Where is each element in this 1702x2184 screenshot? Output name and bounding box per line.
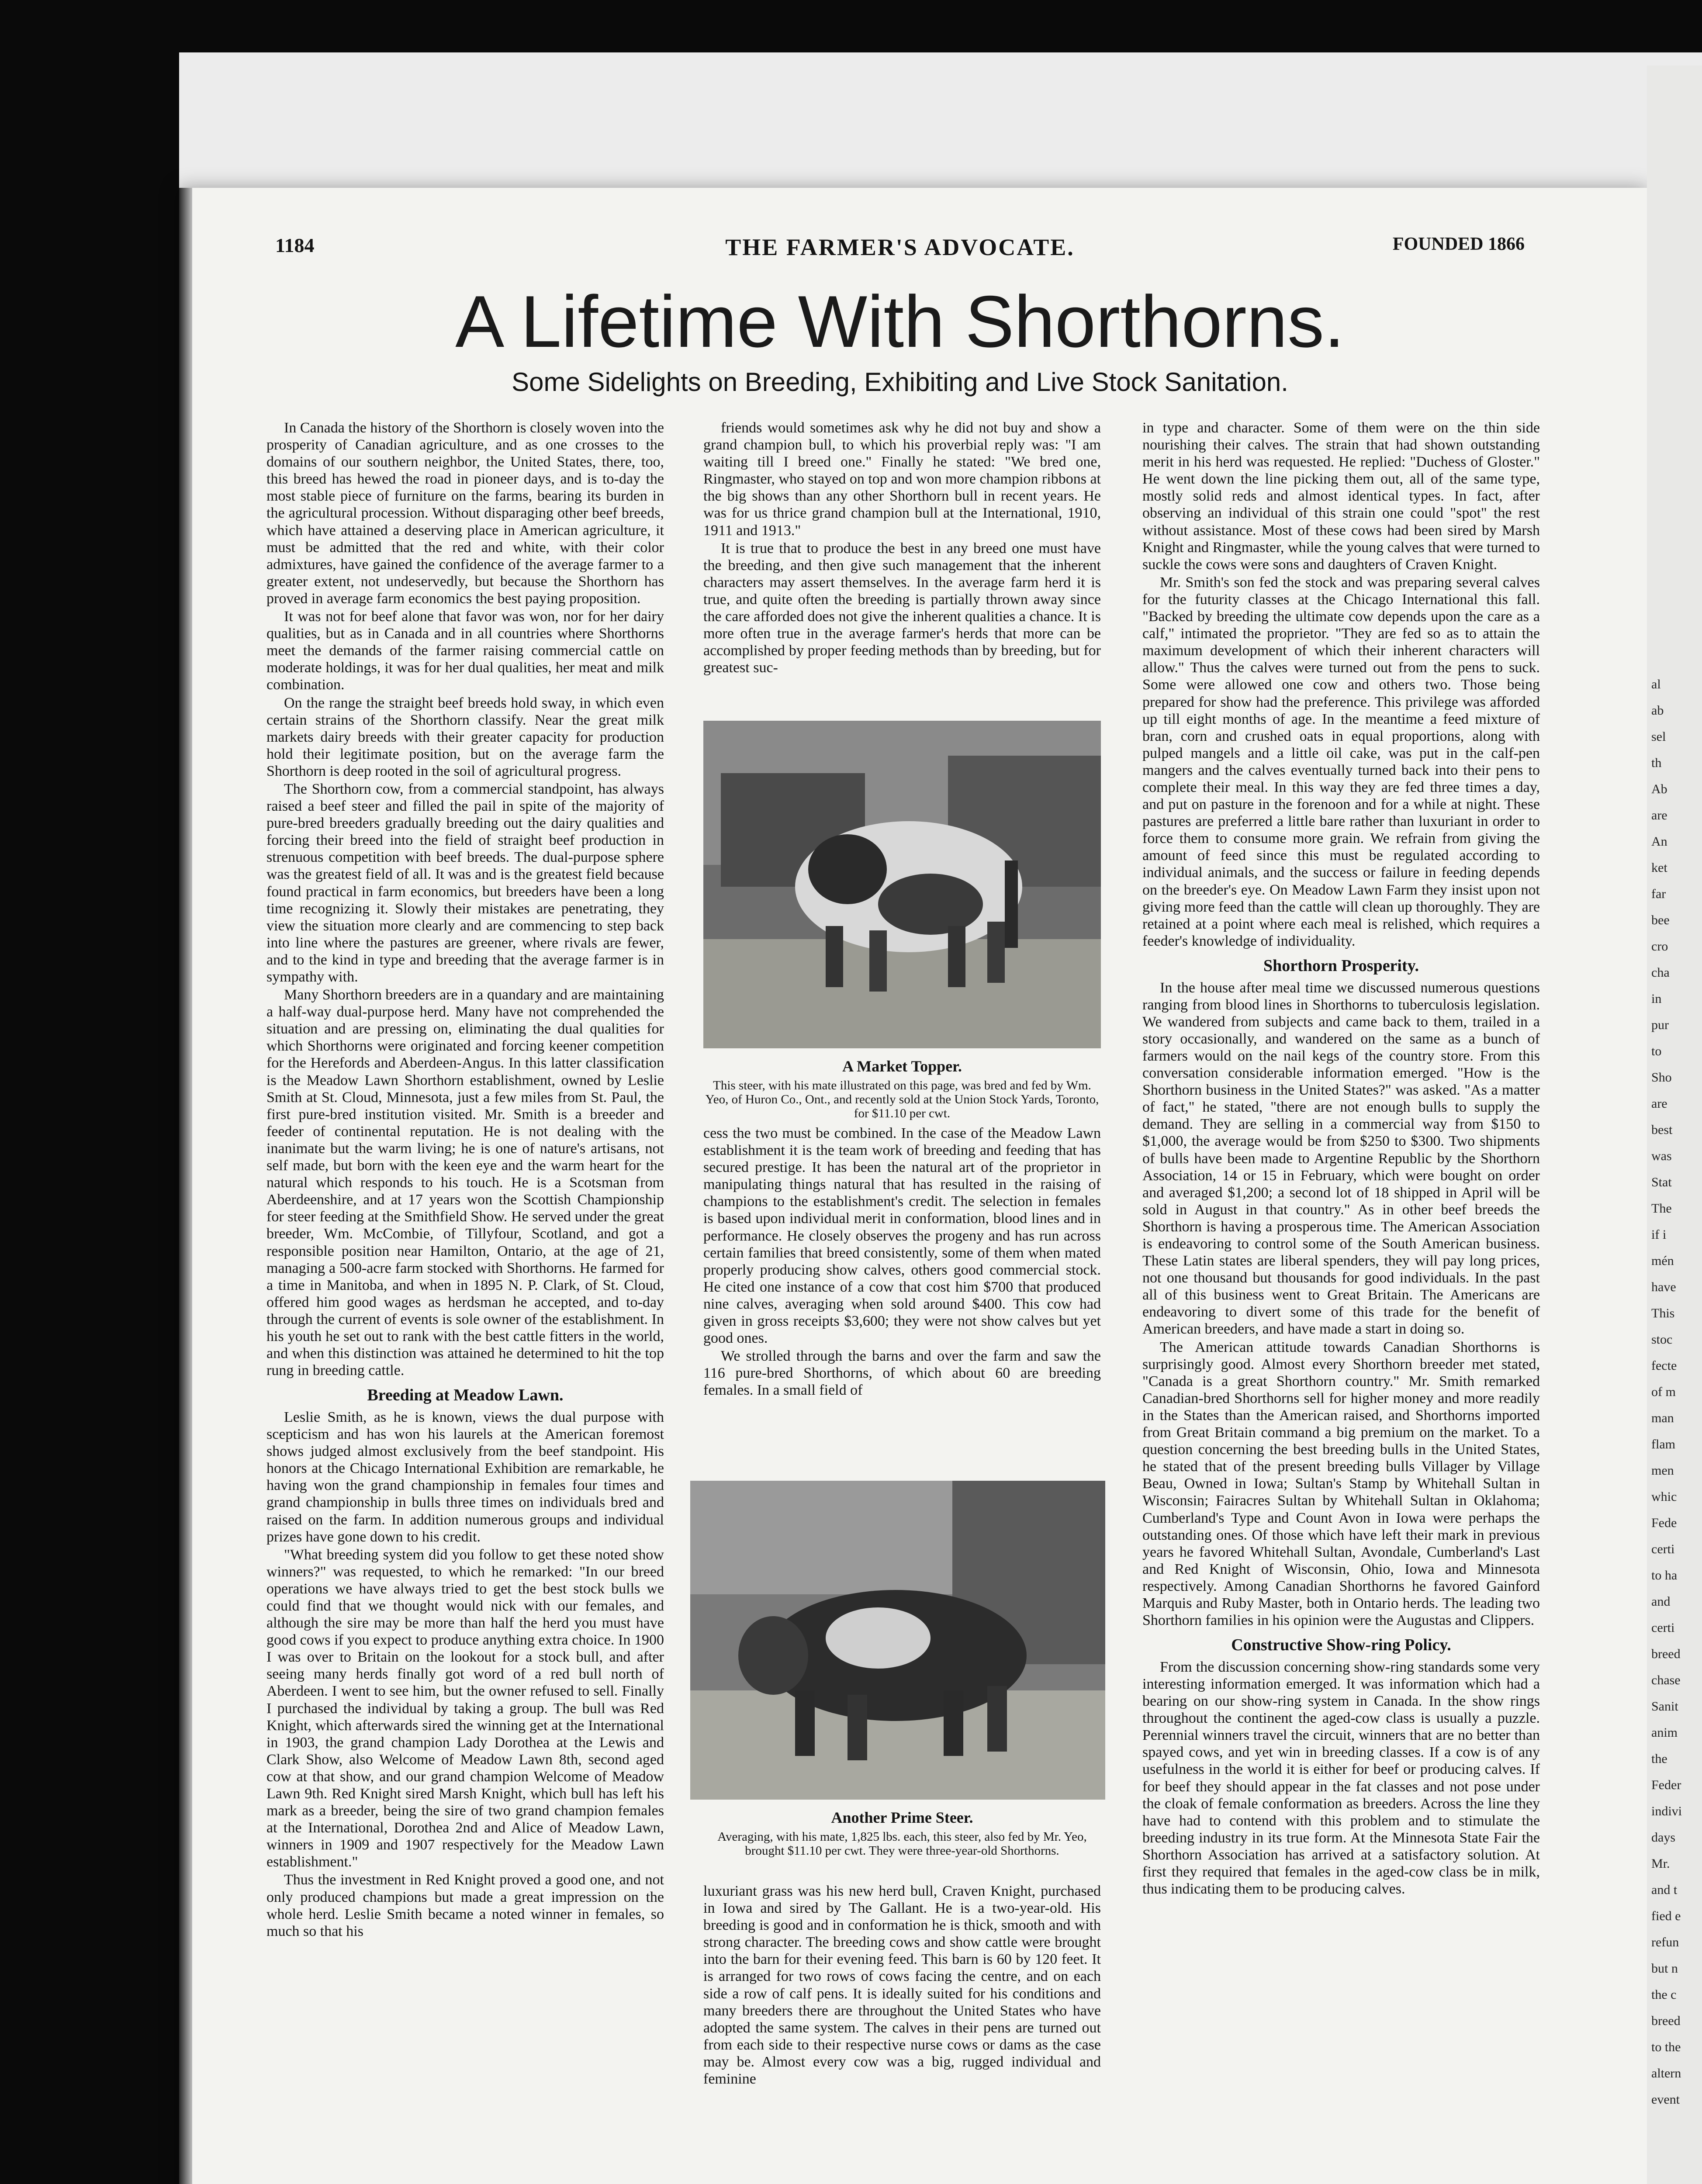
scan-border-top: [0, 0, 1702, 52]
adjacent-page-fragment: was: [1651, 1149, 1672, 1163]
paragraph: "What breeding system did you follow to get these noted show winners?" was requested, to which he remarked: "In our breed operations we have always tried to get the best stock bulls we could find that we thought would nick with our females, and although the sire may be more than half the herd you must have good cows if you expect to produce anything extra choice. In 1900 I was over to Britain on the lookout for a stock bull, and after seeing many herds finally got word of a red bull north of Aberdeen. I went to see him, but the owner refused to sell. Finally I purchased the individual by taking a group. The bull was Red Knight, which afterwards sired the winning get at the International in 1903, the grand champion Lady Dorothea at the Lewis and Clark Show, also Welcome of Meadow Lawn 8th, second aged cow at that show, and our grand champion Welcome of Meadow Lawn 9th. Red Knight sired Marsh Knight, which bull has left his mark as a breeder, being the sire of two grand champion females at the International, Dorothea 2nd and Alice of Meadow Lawn, winners in 1909 and 1907 respectively for the Meadow Lawn establishment.": [266, 1546, 664, 1870]
photo-1-caption-text: This steer, with his mate illustrated on this page, was bred and fed by Wm. Yeo, of Huron Co., Ont., and recently sold at the Union Stock Yards, Toronto, for $11.10 per cwt.: [705, 1078, 1099, 1120]
adjacent-page-fragment: Sho: [1651, 1070, 1672, 1085]
photo-2-caption-text: Averaging, with his mate, 1,825 lbs. each, this steer, also fed by Mr. Yeo, brought $11.10 per cwt. They were three-year-old Shorthorns.: [717, 1830, 1087, 1858]
adjacent-page-fragment: days: [1651, 1830, 1675, 1845]
adjacent-page-fragment: but n: [1651, 1961, 1678, 1976]
adjacent-page-strip: [1647, 66, 1702, 2184]
founded-note: FOUNDED 1866: [1392, 234, 1525, 254]
article-column-3: [1142, 419, 1540, 2184]
adjacent-page-fragment: fied e: [1651, 1909, 1681, 1923]
paragraph: Thus the investment in Red Knight proved a good one, and not only produced champions but made a great impression on the whole herd. Leslie Smith became a noted winner in females, so much so that his: [266, 1872, 664, 1939]
adjacent-page-fragment: bee: [1651, 913, 1670, 927]
adjacent-page-fragment: if i: [1651, 1227, 1667, 1242]
adjacent-page-fragment: The: [1651, 1201, 1672, 1216]
photo-1-caption-title: A Market Topper.: [842, 1057, 962, 1075]
paragraph: It was not for beef alone that favor was won, nor for her dairy qualities, but as in Canada and in all countries where Shorthorns meet the demands of the farmer raising commercial cattle on moderate holdings, it was for her dual qualities, her meat and milk combination.: [266, 608, 664, 693]
article-subtitle: Some Sidelights on Breeding, Exhibiting and Live Stock Sanitation.: [512, 367, 1288, 397]
adjacent-page-fragment: of m: [1651, 1385, 1676, 1399]
paragraph: In the house after meal time we discussed numerous questions ranging from blood lines in Shorthorns to tuberculosis legislation. We wandered from subjects and came back to them, trailed in a story occasionally, and wandered on the same as a bunch of farmers would on the nail kegs of the country store. From this conversation considerable information emerged. "How is the Shorthorn business in the United States?" was asked. "As a matter of fact," he stated, "there are not enough bulls to supply the demand. They are selling in a commercial way from $150 to $1,000, the average would be from $250 to $300. Two shipments of bulls have been made to Argentine Republic by the Shorthorn Association, 14 or 15 in February, which were bought on order and averaged $1,200; a second lot of 18 shipped in April will be sold in August in that country." As in other beef breeds the Shorthorn is having a prosperous time. The American Association is endeavoring to control some of the South American business. These Latin states are liberal spenders, they will pay long prices, not one thousand but thousands for good individuals. In the past all of this business went to Great Britain. The Americans are endeavoring to divert some of this trade for the benefit of American breeders, and have made a start in doing so.: [1142, 979, 1540, 1337]
adjacent-page-fragment: flam: [1651, 1437, 1675, 1451]
paragraph: It is true that to produce the best in any breed one must have the breeding, and then give such management that the inherent characters may assert themselves. In the average farm herd it is true, and quite often the breeding is partially thrown away since the care afforded does not give the inherent qualities a chance. It is more often true in the average farmer's herds that more can be accomplished by proper feeding methods than by breeding, but for greatest suc-: [703, 540, 1101, 676]
adjacent-page-fragment: sel: [1651, 729, 1666, 744]
adjacent-page-fragment: best: [1651, 1123, 1673, 1137]
adjacent-page-fragment: altern: [1651, 2066, 1681, 2080]
adjacent-page-fragment: whic: [1651, 1489, 1677, 1504]
paragraph: On the range the straight beef breeds hold sway, in which even certain strains of the Shorthorn classify. Near the great milk markets dairy breeds with their greater capacity for production hold their legitimate position, but on the average farm the Shorthorn is deep rooted in the soil of agricultural progress.: [266, 695, 664, 779]
adjacent-page-fragment: stoc: [1651, 1332, 1673, 1347]
paragraph: cess the two must be combined. In the case of the Meadow Lawn establishment it is the team work of breeding and feeding that has secured prestige. It has been the natural art of the proprietor in manipulating things natural that has resulted in the raising of champions to the establishment's credit. The selection in females is based upon individual merit in conformation, blood lines and in performance. He closely observes the progeny and has run across certain families that breed consistently, some of them when mated properly producing show calves, others good commercial stock. He cited one instance of a cow that cost him $700 that produced nine calves, averaging when sold around $400. This cow had given in gross receipts $3,600; they were not show calves but yet good ones.: [703, 1125, 1101, 1347]
page-spine: [179, 188, 192, 2184]
adjacent-page-fragment: pur: [1651, 1018, 1669, 1032]
steer-photo-1: [703, 721, 1101, 1048]
adjacent-page-fragment: refun: [1651, 1935, 1679, 1949]
adjacent-page-fragment: have: [1651, 1280, 1676, 1294]
adjacent-page-fragment: to: [1651, 1044, 1662, 1058]
paragraph: The Shorthorn cow, from a commercial standpoint, has always raised a beef steer and filled the pail in spite of the majority of pure-bred breeders gradually breeding out the dairy qualities and forcing their breed into the field of straight beef production in strenuous competition with beef breeds. The dual-purpose sphere was the greatest field of all. It was and is the greatest field because found practical in farm economics, but breeders have been a long time recognizing it. Slowly their mistakes are penetrating, they view the situation more clearly and are commencing to step back into line where the pastures are greener, where rivals are fewer, and to the kind in type and breeding that the average farmer is in sympathy with.: [266, 781, 664, 985]
adjacent-page-fragment: event: [1651, 2092, 1680, 2107]
adjacent-page-fragment: certi: [1651, 1621, 1675, 1635]
adjacent-page-fragment: This: [1651, 1306, 1675, 1320]
adjacent-page-fragment: An: [1651, 834, 1667, 849]
scan-border-left: [0, 0, 179, 2184]
adjacent-page-fragment: are: [1651, 1096, 1667, 1111]
paragraph: We strolled through the barns and over the farm and saw the 116 pure-bred Shorthorns, of which about 60 are breeding females. In a small field of: [703, 1348, 1101, 1399]
adjacent-page-fragment: certi: [1651, 1542, 1675, 1556]
article-column-1: [266, 419, 664, 2184]
adjacent-page-fragment: ket: [1651, 860, 1667, 875]
adjacent-page-fragment: man: [1651, 1411, 1674, 1425]
adjacent-page-fragment: breed: [1651, 2014, 1681, 2028]
adjacent-page-fragment: to the: [1651, 2040, 1681, 2054]
paragraph: luxuriant grass was his new herd bull, Craven Knight, purchased in Iowa and sired by The Gallant. He is a two-year-old. His breeding is good and in conformation he is thick, smooth and with strong character. The breeding cows and show cattle were brought into the barn for their evening feed. This barn is 60 by 120 feet. It is arranged for two rows of cows facing the centre, and on each side a row of calf pens. It is ideally suited for his conditions and many breeders there are throughout the United States who have adopted the same system. The calves in their pens are turned out from each side to their respective nurse cows or dams as the case may be. Almost every cow was a big, rugged individual and feminine: [703, 1883, 1101, 2087]
adjacent-page-fragment: Sanit: [1651, 1699, 1678, 1714]
adjacent-page-fragment: far: [1651, 887, 1666, 901]
adjacent-page-fragment: Mr.: [1651, 1856, 1670, 1871]
adjacent-page-fragment: men: [1651, 1463, 1674, 1478]
adjacent-page-fragment: chase: [1651, 1673, 1681, 1687]
paragraph: In Canada the history of the Shorthorn is closely woven into the prosperity of Canadian agriculture, and as one crosses to the domains of our southern neighbor, the United States, there, too, this breed has hewed the road in pioneer days, and is to-day the most stable piece of furniture on the farms, bearing its burden in the agricultural procession. Without disparaging other beef breeds, which have attained a deserving place in American agriculture, it must be admitted that the red and white, with their color admixtures, have gained the confidence of the average farmer to a greater extent, not undeservedly, but because the Shorthorn has proved in average farm economics the best paying proposition.: [266, 420, 664, 607]
steer-photo-2: [690, 1481, 1105, 1800]
adjacent-page-fragment: cro: [1651, 939, 1668, 954]
section-heading: Constructive Show-ring Policy.: [1231, 1636, 1451, 1655]
paragraph: From the discussion concerning show-ring standards some very interesting information emerged. It was information which had a bearing on our show-ring system in Canada. In the show rings throughout the continent the aged-cow class is usually a puzzle. Perennial winners travel the circuit, winners that are no better than spayed cows, and yet win in breeding classes. If a cow is of any usefulness in the world it is either for beef or producing calves. If for beef they should appear in the fat classes and not pose under the cloak of female conformation as breeders. Across the line they have had to contend with this problem and to stimulate the breeding industry in its true form. At the Minnesota State Fair the Shorthorn Association has arrived at a satisfactory solution. At first they required that females in the aged-cow class be in milk, thus indicating them to be producing calves.: [1142, 1659, 1540, 1897]
paragraph: Leslie Smith, as he is known, views the dual purpose with scepticism and has won his laurels at the American foremost shows judged almost exclusively from the beef standpoint. His honors at the Chicago International Exhibition are remarkable, he having won the grand championship in females four times and grand championship in bulls three times on individuals bred and raised on the farm. In addition numerous groups and individual prizes have gone down to his credit.: [266, 1409, 664, 1545]
paragraph: Mr. Smith's son fed the stock and was preparing several calves for the futurity classes at the Chicago International this fall. "Backed by breeding the ultimate cow depends upon the care as a calf," intimated the proprietor. "They are fed so as to attain the maximum development of which their inherent characters will allow." Thus the calves were turned out from the pens to suck. Some were allowed one cow and others two. Those being prepared for show had the preference. This privilege was afforded up till eight months of age. In the meantime a feed mixture of bran, corn and crushed oats in equal proportions, along with pulped mangels and a little oil cake, was put in the calf-pen mangers and the calves eventually turned back into their pens to complete their meal. In this way they are fed three times a day, and put on pasture in the forenoon and for a while at night. These pastures are preferred a little bare rather than luxuriant in order to force them to consume more grain. We refrain from giving the amount of feed since this must be regulated according to individual animals, and the success or failure in feeding depends on the breeder's eye. On Meadow Lawn Farm they insist upon not giving more feed than the cattle will clean up thoroughly. They are retained at a point where each meal is relished, which requires a feeder's knowledge of individuality.: [1142, 574, 1540, 949]
adjacent-page-fragment: are: [1651, 808, 1667, 822]
paragraph: The American attitude towards Canadian Shorthorns is surprisingly good. Almost every Shorthorn breeder met stated, "Canada is a great Shorthorn country." Mr. Smith remarked Canadian-bred Shorthorns sell for higher money and more readily in the States than the American raised, and Shorthorns imported from Great Britain command a big premium on the market. To a question concerning the best breeding bulls in the United States, he stated that of the present breeding bulls Villager by Village Beau, Owned in Iowa; Sultan's Stamp by Whitehall Sultan in Wisconsin; Fairacres Sultan by Whitehall Sultan in Oklahoma; Cumberland's Type and Count Avon in Iowa were perhaps the outstanding ones. Of those which have left their mark in previous years he favored Whitehall Sultan, Avondale, Cumberland's Last and Red Knight of Wisconsin, Ohio, Iowa and Minnesota respectively. Among Canadian Shorthorns he favored Gainford Marquis and Ruby Master, both in Ontario herds. The leading two Shorthorn families in his opinion were the Augustas and Clippers.: [1142, 1339, 1540, 1629]
adjacent-page-fragment: mén: [1651, 1254, 1674, 1268]
photo-2-caption-title: Another Prime Steer.: [831, 1809, 973, 1826]
adjacent-page-fragment: the c: [1651, 1987, 1677, 2002]
article-column-2-bottom: [703, 1883, 1101, 2184]
adjacent-page-fragment: Feder: [1651, 1778, 1681, 1792]
adjacent-page-fragment: the: [1651, 1752, 1667, 1766]
page-number: 1184: [275, 234, 315, 256]
adjacent-page-fragment: and t: [1651, 1883, 1678, 1897]
adjacent-page-fragment: to ha: [1651, 1568, 1678, 1583]
paragraph: in type and character. Some of them were on the thin side nourishing their calves. The strain that had shown outstanding merit in his herd was requested. He replied: "Duchess of Gloster." He went down the line picking them out, all of the same type, mostly solid reds and almost identical types. In fact, after observing an individual of this strain one could "spot" the rest without assistance. Most of these cows had been sired by Marsh Knight and Ringmaster, while the young calves that were turned to suckle the cows were sons and daughters of Craven Knight.: [1142, 420, 1540, 573]
paragraph: Many Shorthorn breeders are in a quandary and are maintaining a half-way dual-purpose herd. Many have not comprehended the situation and are pressing on, eliminating the dual qualities for which Shorthorns were originated and forcing keener competition for the Herefords and Aberdeen-Angus. In this latter classification is the Meadow Lawn Shorthorn establishment, owned by Leslie Smith at St. Cloud, Minnesota, just a few miles from St. Paul, the first pure-bred institution visited. Mr. Smith is a breeder and feeder of continental reputation. He is not dealing with the inanimate but the warm living; he is one of nature's artisans, not self made, but born with the keen eye and the warm heart for the natural which responds to his touch. He is a Scotsman from Aberdeenshire, and at 17 years won the Scottish Championship for steer feeding at the Smithfield Show. He served under the great breeder, Wm. McCombie, of Tillyfour, Scotland, and got a responsible position near Hamilton, Ontario, at the age of 21, managing a 500-acre farm stocked with Shorthorns. He farmed for a time in Manitoba, and when in 1895 N. P. Clark, of St. Cloud, offered him good wages as herdsman he accepted, and to-day through the current of events is sole owner of the establishment. In his youth he set out to rank with the best cattle fitters in the world, and when this distinction was attained he determined to hit the top rung in breeding cattle.: [266, 987, 664, 1379]
article-title: A Lifetime With Shorthorns.: [455, 280, 1345, 363]
adjacent-page-fragment: Fede: [1651, 1516, 1677, 1530]
article-column-2-middle: [703, 1125, 1101, 1465]
article-column-2-top: [703, 419, 1101, 686]
page-header: [275, 234, 1525, 260]
adjacent-page-fragment: Ab: [1651, 782, 1667, 796]
adjacent-page-fragment: Stat: [1651, 1175, 1672, 1189]
adjacent-page-fragment: ab: [1651, 703, 1664, 718]
paragraph: friends would sometimes ask why he did not buy and show a grand champion bull, to which his proverbial reply was: "I am waiting till I breed one." Finally he stated: "We bred one, Ringmaster, who stayed on top and won more champion ribbons at the big shows than any other Shorthorn bull in recent years. He was for us thrice grand champion bull at the International, 1910, 1911 and 1913.": [703, 420, 1101, 539]
adjacent-page-fragment: anim: [1651, 1725, 1678, 1740]
adjacent-page-fragment: breed: [1651, 1647, 1681, 1661]
adjacent-page-fragment: th: [1651, 756, 1662, 770]
adjacent-page-fragment: and: [1651, 1594, 1671, 1609]
adjacent-page-fragment: fecte: [1651, 1358, 1677, 1373]
adjacent-page-fragment: cha: [1651, 965, 1670, 980]
adjacent-page-fragment: indivi: [1651, 1804, 1682, 1818]
adjacent-page-fragment: in: [1651, 992, 1662, 1006]
journal-name: THE FARMER'S ADVOCATE.: [725, 234, 1075, 260]
section-heading: Breeding at Meadow Lawn.: [367, 1386, 564, 1405]
adjacent-page-fragment: al: [1651, 677, 1661, 691]
steer-photo-1-image: [703, 721, 1101, 1048]
section-heading: Shorthorn Prosperity.: [1263, 956, 1419, 975]
steer-photo-2-image: [690, 1481, 1105, 1800]
